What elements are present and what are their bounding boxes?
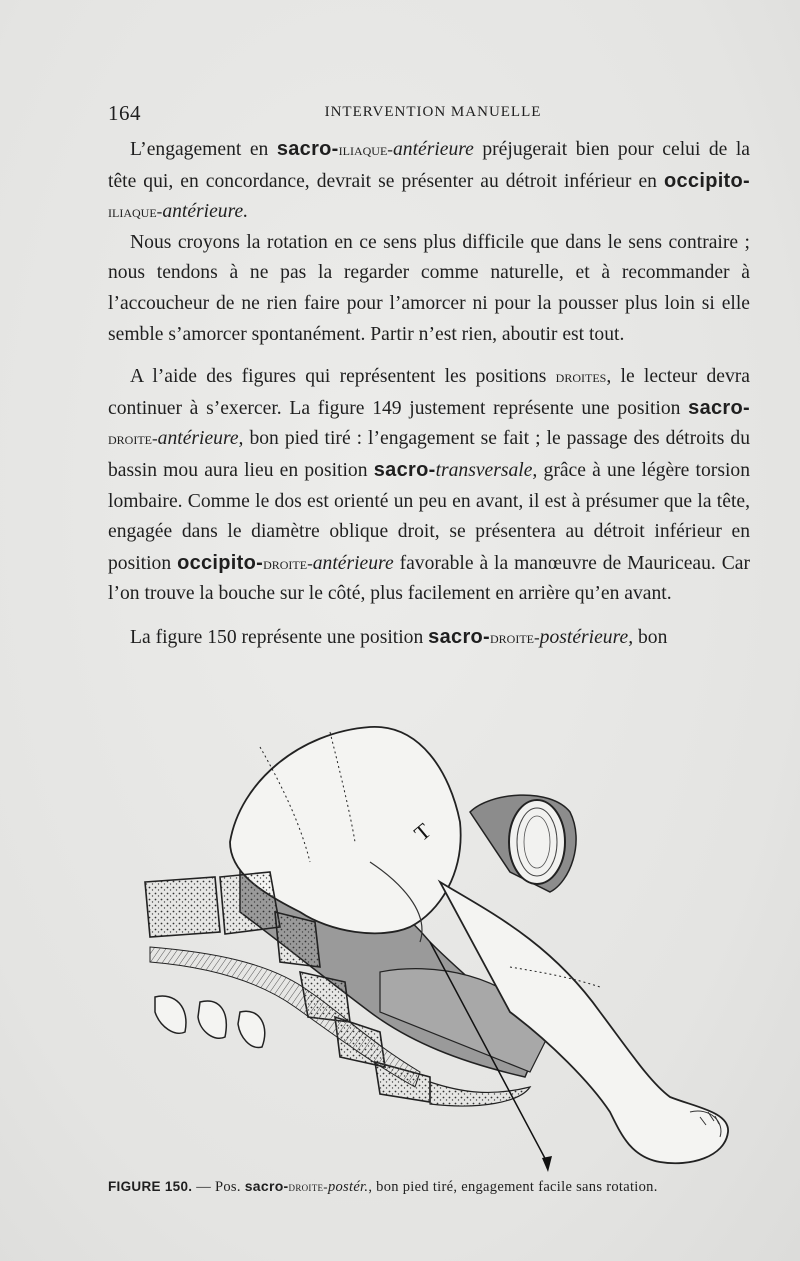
running-head [108, 101, 748, 129]
paragraph-4: La figure 150 représente une position sacro-droite-postérieure, bon [130, 625, 668, 648]
figure-150-illustration [130, 712, 745, 1182]
paragraph-3: A l’aide des figures qui représentent les positions droites, le lecteur devra continuer à s’exercer. La figure 149 justement représente une position sacro-droite-antérieure, bon pied tiré : l’engagement se fait ; le passage des détroits du bassin mou aura lieu en position sacro-transversale, grâce à une légère torsion lombaire. Comme le dos est orienté un peu en avant, il est à présumer que la tête, engagée dans le diamètre oblique droit, se présentera au détroit inférieur en position occipito-droite-antérieure favorable à la manœuvre de Mauriceau. Car l’on trouve la bouche sur le côté, plus facilement en arrière qu’en avant. [108, 366, 751, 605]
body-text [108, 134, 750, 654]
spinous-processes [155, 996, 265, 1047]
running-title: INTERVENTION MANUELLE [324, 104, 542, 120]
figure-label-t: T [409, 818, 436, 846]
paragraph-1: L’engagement en sacro-iliaque-antérieure préjugerait bien pour celui de la tête qui, en concordance, devrait se présenter au détroit inférieur en occipito-iliaque-antérieure. [108, 138, 750, 223]
page-number: 164 [108, 101, 141, 125]
figure-caption: FIGURE 150. — Pos. sacro-droite-postér., bon pied tiré, engagement facile sans rotation. [108, 1178, 658, 1195]
paragraph-2: Nous croyons la rotation en ce sens plus difficile que dans le sens contraire ; nous tendons à ne pas la regarder comme naturelle, et à recommander à l’accoucheur de ne rien faire pour l’amorcer ni pour la pousser plus loin si elle semble s’amorcer spontanément. Partir n’est rien, aboutir est tout. [108, 231, 750, 345]
pelvis-breech-drawing [130, 712, 745, 1182]
